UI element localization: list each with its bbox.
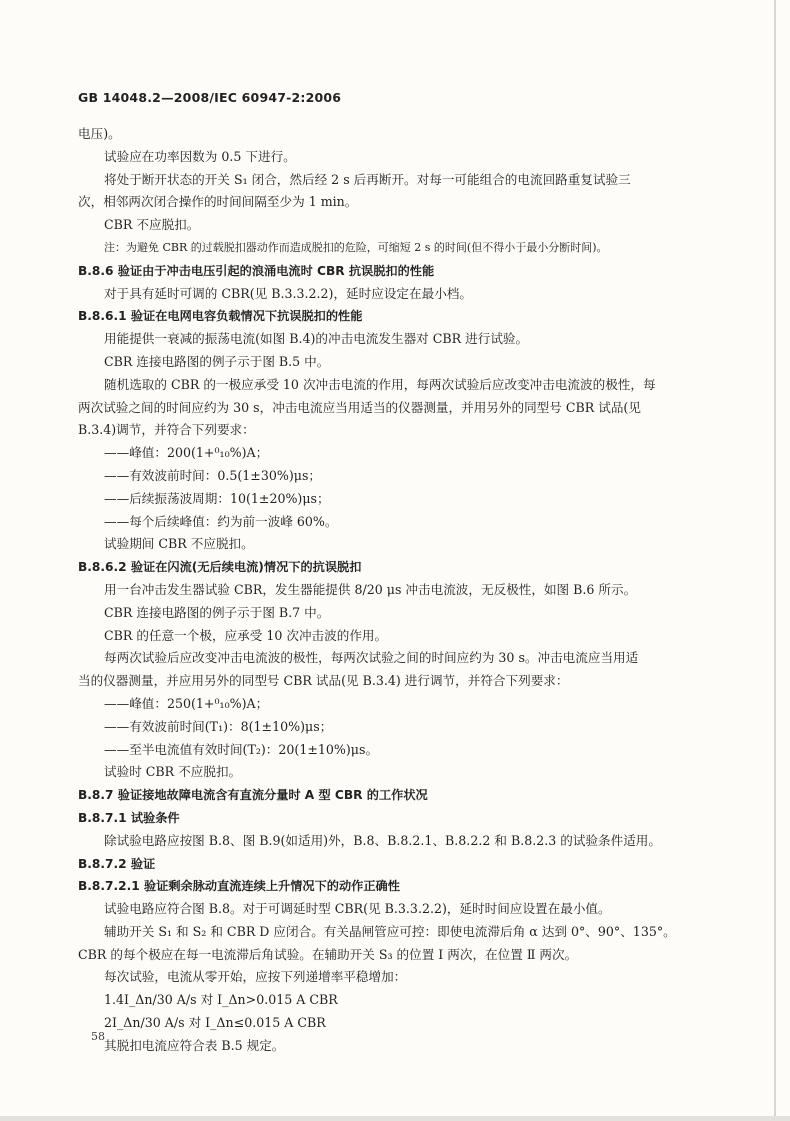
text-line: ——后续振荡波周期：10(1±20%)μs；	[104, 490, 330, 506]
section-heading: B.8.7.1 试验条件	[78, 810, 180, 825]
text-line: CBR 的每个极应在每一电流滞后角试验。在辅助开关 S₃ 的位置 Ⅰ 两次，在位置 Ⅱ 两次。	[78, 946, 578, 962]
scan-edge-right	[774, 0, 776, 1121]
text-line: 将处于断开状态的开关 S₁ 闭合，然后经 2 s 后再断开。对每一可能组合的电流回路重复试验三	[104, 171, 631, 187]
page-number: 58	[91, 1030, 105, 1043]
text-line: 电压)。	[78, 126, 121, 141]
section-heading: B.8.7 验证接地故障电流含有直流分量时 A 型 CBR 的工作状况	[78, 788, 428, 803]
text-line: ——每个后续峰值：约为前一波峰 60%。	[104, 513, 338, 529]
text-line: 试验时 CBR 不应脱扣。	[104, 764, 242, 780]
text-line: 每两次试验后应改变冲击电流波的极性，每两次试验之间的时间应约为 30 s。冲击电流应当用适	[104, 650, 639, 666]
running-header: GB 14048.2—2008/IEC 60947-2:2006	[78, 90, 342, 105]
text-line: B.3.4)调节，并符合下列要求：	[78, 422, 255, 438]
section-heading: B.8.6.2 验证在闪流(无后续电流)情况下的抗误脱扣	[78, 560, 362, 575]
text-line: 试验电路应符合图 B.8。对于可调延时型 CBR(见 B.3.3.2.2)，延时时间应设置在最小值。	[104, 901, 611, 917]
document-body	[78, 123, 718, 1058]
text-line: 对于具有延时可调的 CBR(见 B.3.3.2.2)，延时应设定在最小档。	[104, 285, 472, 301]
text-line: 两次试验之间的时间应约为 30 s，冲击电流应当用适当的仪器测量，并用另外的同型号 CBR 试品(见	[78, 399, 641, 415]
text-line: ——有效波前时间：0.5(1±30%)μs；	[104, 467, 321, 483]
section-heading: B.8.7.2 验证	[78, 856, 156, 871]
text-line: 1.4I_Δn/30 A/s 对 I_Δn>0.015 A CBR	[104, 992, 338, 1008]
text-line: ——峰值：200(1+⁰₁₀%)A；	[104, 445, 269, 461]
text-line: 每次试验，电流从零开始，应按下列递增率平稳增加：	[104, 969, 407, 985]
text-line: CBR 不应脱扣。	[104, 217, 200, 233]
section-heading: B.8.6.1 验证在电网电容负载情况下抗误脱扣的性能	[78, 309, 363, 324]
text-line: 次，相邻两次闭合操作的时间间隔至少为 1 min。	[78, 194, 358, 210]
text-line: 用一台冲击发生器试验 CBR，发生器能提供 8/20 μs 冲击电流波，无反极性，如图 B.6 所示。	[104, 581, 637, 597]
text-line: 当的仪器测量，并应用另外的同型号 CBR 试品(见 B.3.4) 进行调节，并符合下列要求：	[78, 673, 569, 689]
text-line: CBR 的任意一个极，应承受 10 次冲击波的作用。	[104, 627, 388, 643]
text-line: 除试验电路应按图 B.8、图 B.9(如适用)外，B.8、B.8.2.1、B.8.2.2 和 B.8.2.3 的试验条件适用。	[104, 832, 661, 848]
text-line: 其脱扣电流应符合表 B.5 规定。	[104, 1037, 285, 1053]
section-heading: B.8.7.2.1 验证剩余脉动直流连续上升情况下的动作正确性	[78, 879, 400, 894]
text-line: 随机选取的 CBR 的一极应承受 10 次冲击电流的作用，每两次试验后应改变冲击电流波的极性，每	[104, 376, 656, 392]
section-heading: B.8.6 验证由于冲击电压引起的浪涌电流时 CBR 抗误脱扣的性能	[78, 263, 435, 278]
text-line: 2I_Δn/30 A/s 对 I_Δn≤0.015 A CBR	[104, 1015, 326, 1031]
text-line: ——有效波前时间(T₁)：8(1±10%)μs；	[104, 718, 333, 734]
text-line: 辅助开关 S₁ 和 S₂ 和 CBR D 应闭合。有关晶闸管应可控：即使电流滞后角 α 达到 0°、90°、135°。	[104, 923, 676, 939]
text-line: CBR 连接电路图的例子示于图 B.7 中。	[104, 604, 330, 620]
note-line: 注：为避免 CBR 的过载脱扣器动作而造成脱扣的危险，可缩短 2 s 的时间(但不得小于最小分断时间)。	[104, 240, 608, 254]
scan-edge-bottom	[0, 1116, 790, 1121]
text-line: 试验期间 CBR 不应脱扣。	[104, 536, 254, 552]
text-line: CBR 连接电路图的例子示于图 B.5 中。	[104, 353, 330, 369]
text-line: ——至半电流值有效时间(T₂)：20(1±10%)μs。	[104, 741, 379, 757]
text-line: ——峰值：250(1+⁰₁₀%)A；	[104, 695, 269, 711]
text-line: 用能提供一衰减的振荡电流(如图 B.4)的冲击电流发生器对 CBR 进行试验。	[104, 331, 529, 347]
text-line: 试验应在功率因数为 0.5 下进行。	[104, 148, 296, 164]
